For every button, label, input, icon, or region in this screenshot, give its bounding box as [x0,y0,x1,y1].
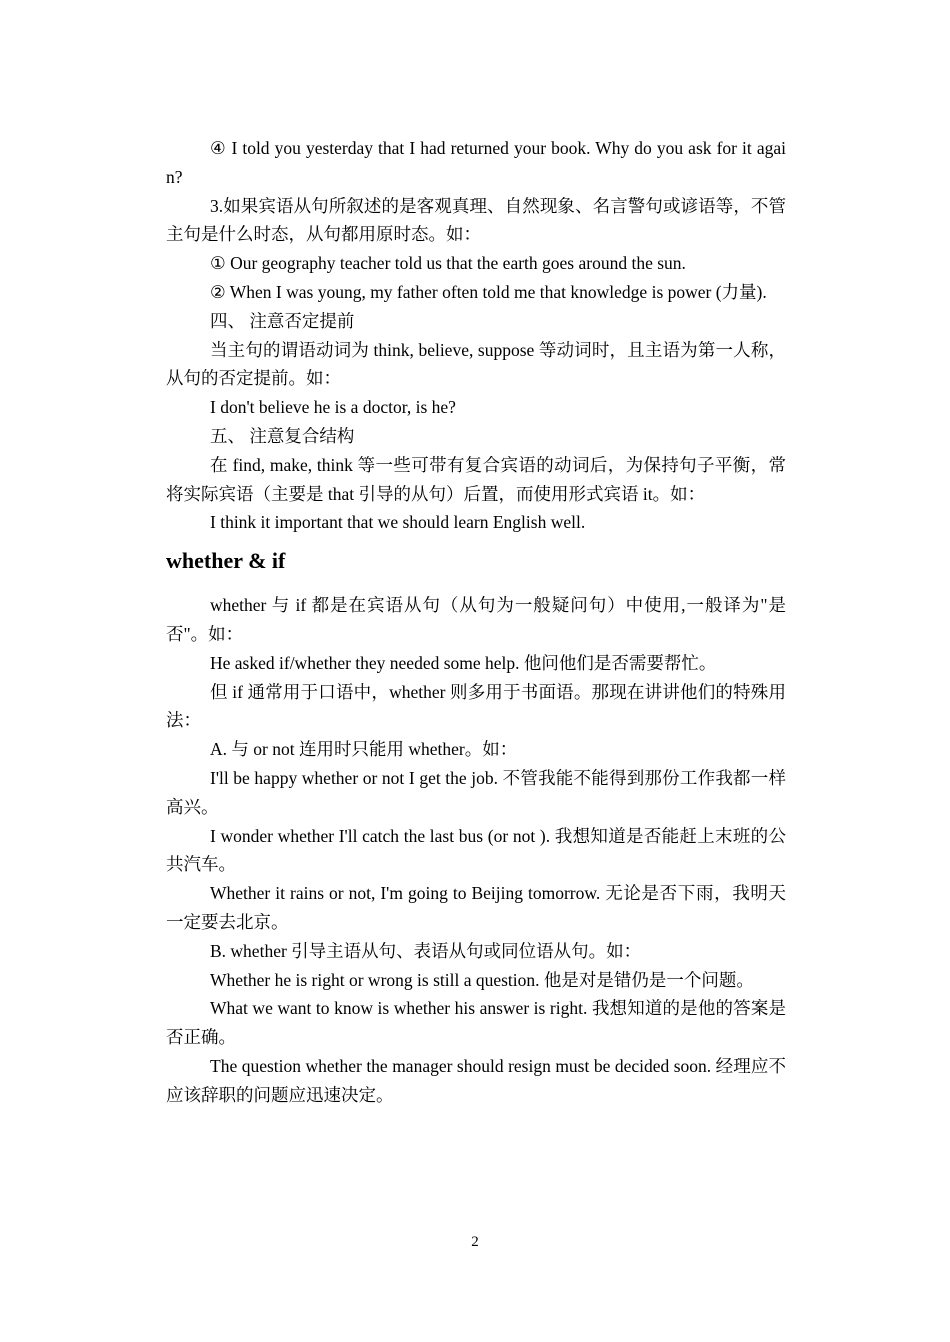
rule-item: B. whether 引导主语从句、表语从句或同位语从句。如： [210,940,642,961]
paragraph: ④ I told you yesterday that I had returned your book. Why do you ask for it again? [166,138,786,187]
example-sentence: I think it important that we should learn English well. [210,512,586,533]
section-tense-and-negation [166,134,786,537]
example-sentence: He asked if/whether they needed some help. 他问他们是否需要帮忙。 [210,652,717,673]
document-page [166,134,786,1110]
paragraph: ① Our geography teacher told us that the earth goes around the sun. [210,253,686,274]
paragraph: 在 find, make, think 等一些可带有复合宾语的动词后，为保持句子平衡，常将实际宾语（主要是 that 引导的从句）后置，而使用形式宾语 it。如： [166,454,786,504]
rule-item: A. 与 or not 连用时只能用 whether。如： [210,739,518,760]
example-sentence: I wonder whether I'll catch the last bus (or not ). 我想知道是否能赶上末班的公共汽车。 [166,825,786,875]
example-sentence: The question whether the manager should resign must be decided soon. 经理应不应该辞职的问题应迅速决定。 [166,1055,786,1105]
example-sentence: I don't believe he is a doctor, is he? [210,397,456,418]
example-sentence: Whether it rains or not, I'm going to Beijing tomorrow. 无论是否下雨，我明天一定要去北京。 [166,883,786,932]
paragraph: 当主句的谓语动词为 think, believe, suppose 等动词时，且主语为第一人称，从句的否定提前。如： [166,339,786,389]
section-subheading: 五、 注意复合结构 [210,425,355,446]
paragraph: 但 if 通常用于口语中，whether 则多用于书面语。那现在讲讲他们的特殊用法： [166,681,786,731]
section-heading: whether & if [166,548,286,574]
paragraph: ② When I was young, my father often told me that knowledge is power (力量). [210,281,767,302]
example-sentence: What we want to know is whether his answer is right. 我想知道的是他的答案是否正确。 [166,998,786,1048]
example-sentence: I'll be happy whether or not I get the job. 不管我能不能得到那份工作我都一样高兴。 [166,767,786,817]
example-sentence: Whether he is right or wrong is still a question. 他是对是错仍是一个问题。 [210,969,754,990]
section-whether-if [166,591,786,1109]
section-subheading: 四、 注意否定提前 [210,310,355,331]
page-number: 2 [471,1234,479,1250]
paragraph: 3.如果宾语从句所叙述的是客观真理、自然现象、名言警句或谚语等，不管主句是什么时态，从句都用原时态。如： [166,195,786,245]
paragraph: whether 与 if 都是在宾语从句（从句为一般疑问句）中使用,一般译为"是否"。如： [166,595,786,644]
